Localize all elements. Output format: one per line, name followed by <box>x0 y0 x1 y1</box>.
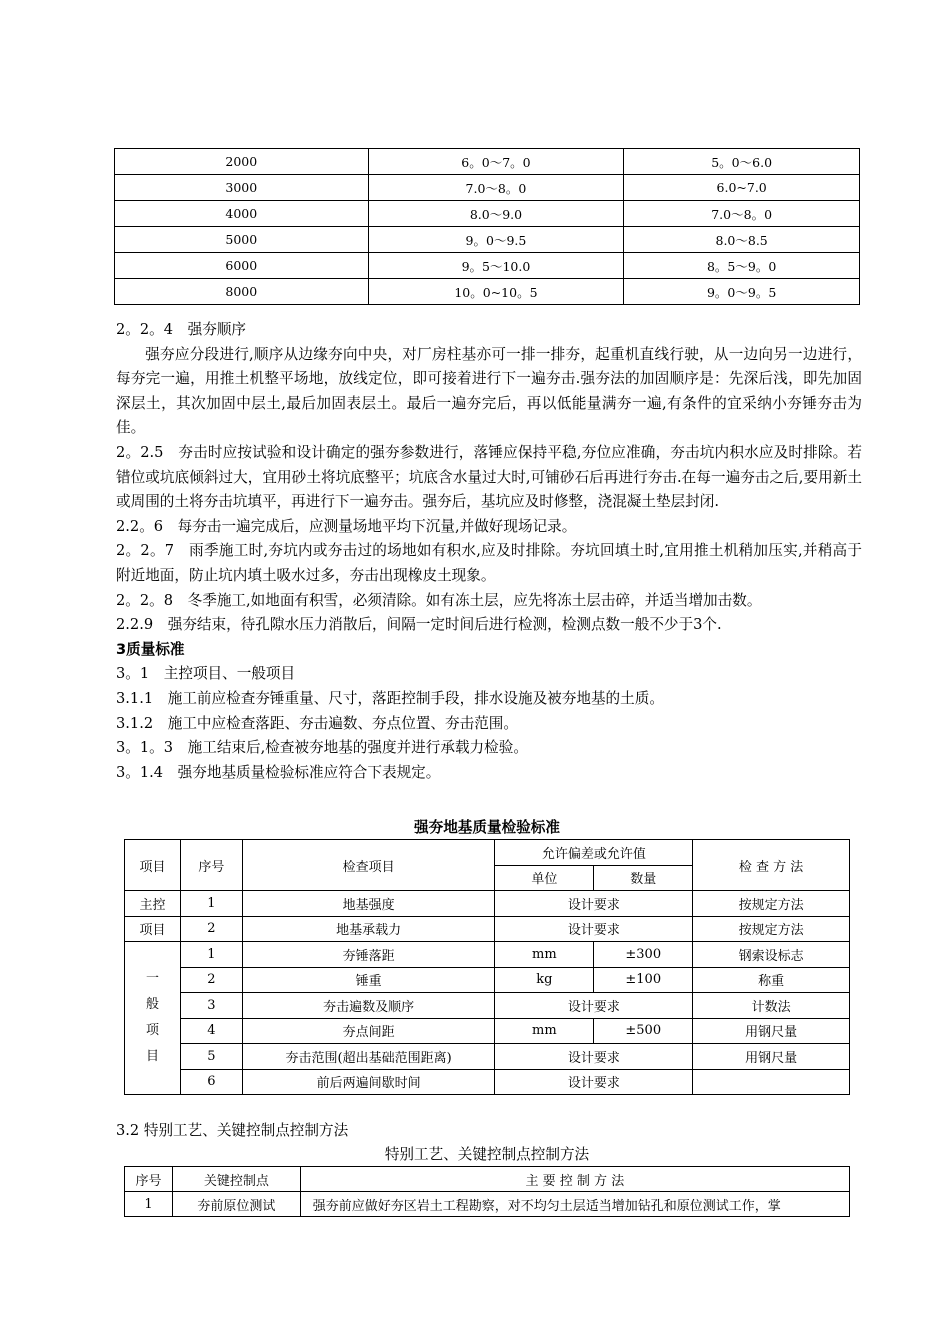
cell-method: 用钢尺量 <box>693 1044 850 1070</box>
cell-method <box>693 1069 850 1095</box>
table-cell: 7.0～8。0 <box>624 201 860 227</box>
paragraph: 2.2。6 每夯击一遍完成后，应测量场地平均下沉量,并做好现场记录。 <box>116 517 577 535</box>
cell-item: 地基强度 <box>242 891 495 917</box>
table-row <box>115 253 860 279</box>
quality-table <box>124 839 850 1095</box>
cell-method: 称重 <box>693 967 850 993</box>
header-qty: 数量 <box>594 865 693 891</box>
table-row <box>115 149 860 175</box>
cell-unit: kg <box>495 967 594 993</box>
cell-seq: 1 <box>180 891 242 917</box>
header-method: 检 查 方 法 <box>693 840 850 891</box>
control-table <box>124 1166 850 1217</box>
heading-3-2: 3.2 特别工艺、关键控制点控制方法 <box>116 1122 349 1139</box>
general-label-char: 般 <box>145 997 159 1012</box>
table-cell: 9。5～10.0 <box>368 253 624 279</box>
paragraph: 2。2。7 雨季施工时,夯坑内或夯击过的场地如有积水,应及时排除。夯坑回填土时,宜用推土机稍加压实,并稍高于附近地面，防止坑内填土吸水过多，夯击出现橡皮土现象。 <box>116 542 862 584</box>
header-check: 检查项目 <box>242 840 495 891</box>
table-cell: 2000 <box>115 149 369 175</box>
cell-value: 设计要求 <box>495 1069 693 1095</box>
table-cell: 8.0～8.5 <box>624 227 860 253</box>
table-row <box>115 279 860 305</box>
table-cell: 5。0～6.0 <box>624 149 860 175</box>
table-row <box>115 201 860 227</box>
cell-seq: 1 <box>180 942 242 968</box>
section-heading-3: 3质量标准 <box>116 640 185 658</box>
table-cell: 8.0～9.0 <box>368 201 624 227</box>
cell-seq: 4 <box>180 1018 242 1044</box>
cell-value: 设计要求 <box>495 993 693 1019</box>
header-point: 关键控制点 <box>172 1167 300 1192</box>
table-row <box>115 227 860 253</box>
cell-item: 夯锤落距 <box>242 942 495 968</box>
paragraph: 3。1。3 施工结束后,检查被夯地基的强度并进行承载力检验。 <box>116 739 528 757</box>
header-unit: 单位 <box>495 865 594 891</box>
paragraph: 3.1.2 施工中应检查落距、夯击遍数、夯点位置、夯击范围。 <box>116 714 518 732</box>
general-label-char: 项 <box>145 1023 159 1038</box>
cell-item: 夯击遍数及顺序 <box>242 993 495 1019</box>
cell-item: 夯点间距 <box>242 1018 495 1044</box>
header-seq: 序号 <box>180 840 242 891</box>
cell-method: 强夯前应做好夯区岩土工程勘察，对不均匀土层适当增加钻孔和原位测试工作，掌 <box>300 1192 849 1217</box>
cell-unit: mm <box>495 1018 594 1044</box>
table-cell: 6000 <box>115 253 369 279</box>
cell-qty: ±500 <box>594 1018 693 1044</box>
header-seq: 序号 <box>125 1167 173 1192</box>
paragraph: 3。1.4 强夯地基质量检验标准应符合下表规定。 <box>116 763 441 781</box>
body-text <box>116 318 862 785</box>
table-cell: 5000 <box>115 227 369 253</box>
cell-seq: 1 <box>125 1192 173 1217</box>
cell-unit: mm <box>495 942 594 968</box>
cell-value: 设计要求 <box>495 916 693 942</box>
cell-method: 钢索设标志 <box>693 942 850 968</box>
header-method: 主 要 控 制 方 法 <box>300 1167 849 1192</box>
cell-item: 地基承载力 <box>242 916 495 942</box>
table-cell: 3000 <box>115 175 369 201</box>
table-row <box>115 175 860 201</box>
cell-seq: 5 <box>180 1044 242 1070</box>
heading-3-1: 3。1 主控项目、一般项目 <box>116 665 296 683</box>
cell-value: 设计要求 <box>495 1044 693 1070</box>
paragraph: 2。2.5 夯击时应按试验和设计确定的强夯参数进行，落锤应保持平稳,夯位应准确，夯击坑内积水应及时排除。若错位或坑底倾斜过大，宜用砂土将坑底整平；坑底含水量过大时,可铺砂石后再进行夯击.在每一遍夯击之后,要用新土或周围的土将夯击坑填平，再进行下一遍夯击。强夯后，基坑应及时修整，浇混凝土垫层封闭. <box>116 443 862 511</box>
cell-qty: ±100 <box>594 967 693 993</box>
header-item: 项目 <box>125 840 181 891</box>
table-cell: 7.0～8。0 <box>368 175 624 201</box>
cell-method: 用钢尺量 <box>693 1018 850 1044</box>
table-cell: 8。5～9。0 <box>624 253 860 279</box>
header-allow: 允许偏差或允许值 <box>495 840 693 866</box>
cell-method: 按规定方法 <box>693 891 850 917</box>
paragraph: 3.1.1 施工前应检查夯锤重量、尺寸，落距控制手段，排水设施及被夯地基的土质。 <box>116 689 664 707</box>
cell-item: 锤重 <box>242 967 495 993</box>
table-cell: 9。0～9。5 <box>624 279 860 305</box>
cell-point: 夯前原位测试 <box>172 1192 300 1217</box>
cell-seq: 6 <box>180 1069 242 1095</box>
cell-method: 计数法 <box>693 993 850 1019</box>
energy-table-body <box>115 149 860 305</box>
general-label-char: 目 <box>145 1049 159 1064</box>
cell-seq: 3 <box>180 993 242 1019</box>
table-cell: 10。0~10。5 <box>368 279 624 305</box>
table-cell: 8000 <box>115 279 369 305</box>
energy-table <box>114 148 860 305</box>
control-table-title: 特别工艺、关键控制点控制方法 <box>384 1146 590 1163</box>
paragraph: 强夯应分段进行,顺序从边缘夯向中央，对厂房柱基亦可一排一排夯，起重机直线行驶，从一边向另一边进行，每夯完一遍，用推土机整平场地，放线定位，即可接着进行下一遍夯击.强夯法的加固顺序是：先深后浅，即先加固深层土，其次加固中层土,最后加固表层土。最后一遍夯完后，再以低能量满夯一遍,有条件的宜采纳小夯锤夯击为佳。 <box>116 345 862 437</box>
table-cell: 9。0～9.5 <box>368 227 624 253</box>
table-cell: 6。0～7。0 <box>368 149 624 175</box>
paragraph: 2.2.9 强夯结束，待孔隙水压力消散后，间隔一定时间后进行检测，检测点数一般不少于3个. <box>116 616 722 634</box>
cell-seq: 2 <box>180 967 242 993</box>
table-cell: 6.0~7.0 <box>624 175 860 201</box>
cell-item: 夯击范围(超出基础范围距离) <box>242 1044 495 1070</box>
paragraph: 2。2。8 冬季施工,如地面有积雪，必须清除。如有冻土层，应先将冻土层击碎，并适当增加击数。 <box>116 591 762 609</box>
table-cell: 4000 <box>115 201 369 227</box>
cell-method: 按规定方法 <box>693 916 850 942</box>
general-label-char: 一 <box>145 971 159 986</box>
general-label <box>125 942 181 1095</box>
cell-qty: ±300 <box>594 942 693 968</box>
quality-table-title: 强夯地基质量检验标准 <box>414 819 560 836</box>
cell-seq: 2 <box>180 916 242 942</box>
main-label-2: 项目 <box>125 916 181 942</box>
cell-value: 设计要求 <box>495 891 693 917</box>
cell-item: 前后两遍间歇时间 <box>242 1069 495 1095</box>
main-label-1: 主控 <box>125 891 181 917</box>
heading-2-2-4: 2。2。4 强夯顺序 <box>116 321 247 338</box>
